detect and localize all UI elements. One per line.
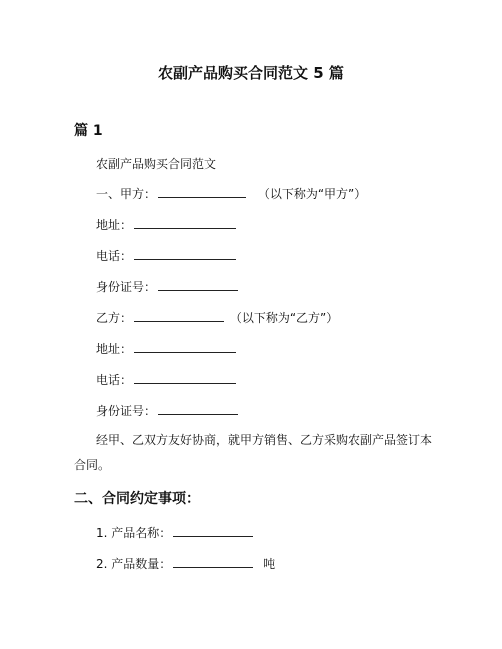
section-heading-1: 篇 1 [74,123,103,139]
party-a-note: （以下称为“甲方”） [257,187,367,201]
party-a-label: 一、甲方： [96,187,157,201]
address-b-blank [134,340,236,353]
section-heading-2: 二、合同约定事项： [74,491,200,507]
id-a-label: 身份证号： [96,280,157,294]
party-a-blank [158,185,246,198]
item-2-unit: 吨 [263,557,276,571]
party-b-note: （以下称为“乙方”） [229,311,339,325]
id-a-blank [158,278,238,291]
id-b-line [96,402,238,420]
address-a-line [96,216,236,234]
intro-paragraph: 经甲、乙双方友好协商，就甲方销售、乙方采购农副产品签订本合同。 [74,433,433,472]
item-1-label: 1. 产品名称： [96,526,172,540]
party-b-label: 乙方： [96,311,133,325]
party-b-line [96,309,338,327]
item-1-line [96,524,253,542]
id-b-label: 身份证号： [96,404,157,418]
phone-a-label: 电话： [96,249,133,263]
party-a-line [96,185,366,203]
phone-b-blank [134,371,236,384]
phone-b-label: 电话： [96,373,133,387]
item-1-blank [173,524,253,537]
item-2-blank [173,555,253,568]
address-a-label: 地址： [96,218,133,232]
address-a-blank [134,216,236,229]
phone-b-line [96,371,236,389]
id-b-blank [158,402,238,415]
id-a-line [96,278,238,296]
phone-a-line [96,247,236,265]
phone-a-blank [134,247,236,260]
address-b-label: 地址： [96,342,133,356]
address-b-line [96,340,236,358]
item-2-label: 2. 产品数量： [96,557,172,571]
party-b-blank [134,309,224,322]
item-2-line [96,555,275,573]
contract-subtitle: 农副产品购买合同范文 [96,157,217,171]
document-title: 农副产品购买合同范文 5 篇 [158,64,344,82]
